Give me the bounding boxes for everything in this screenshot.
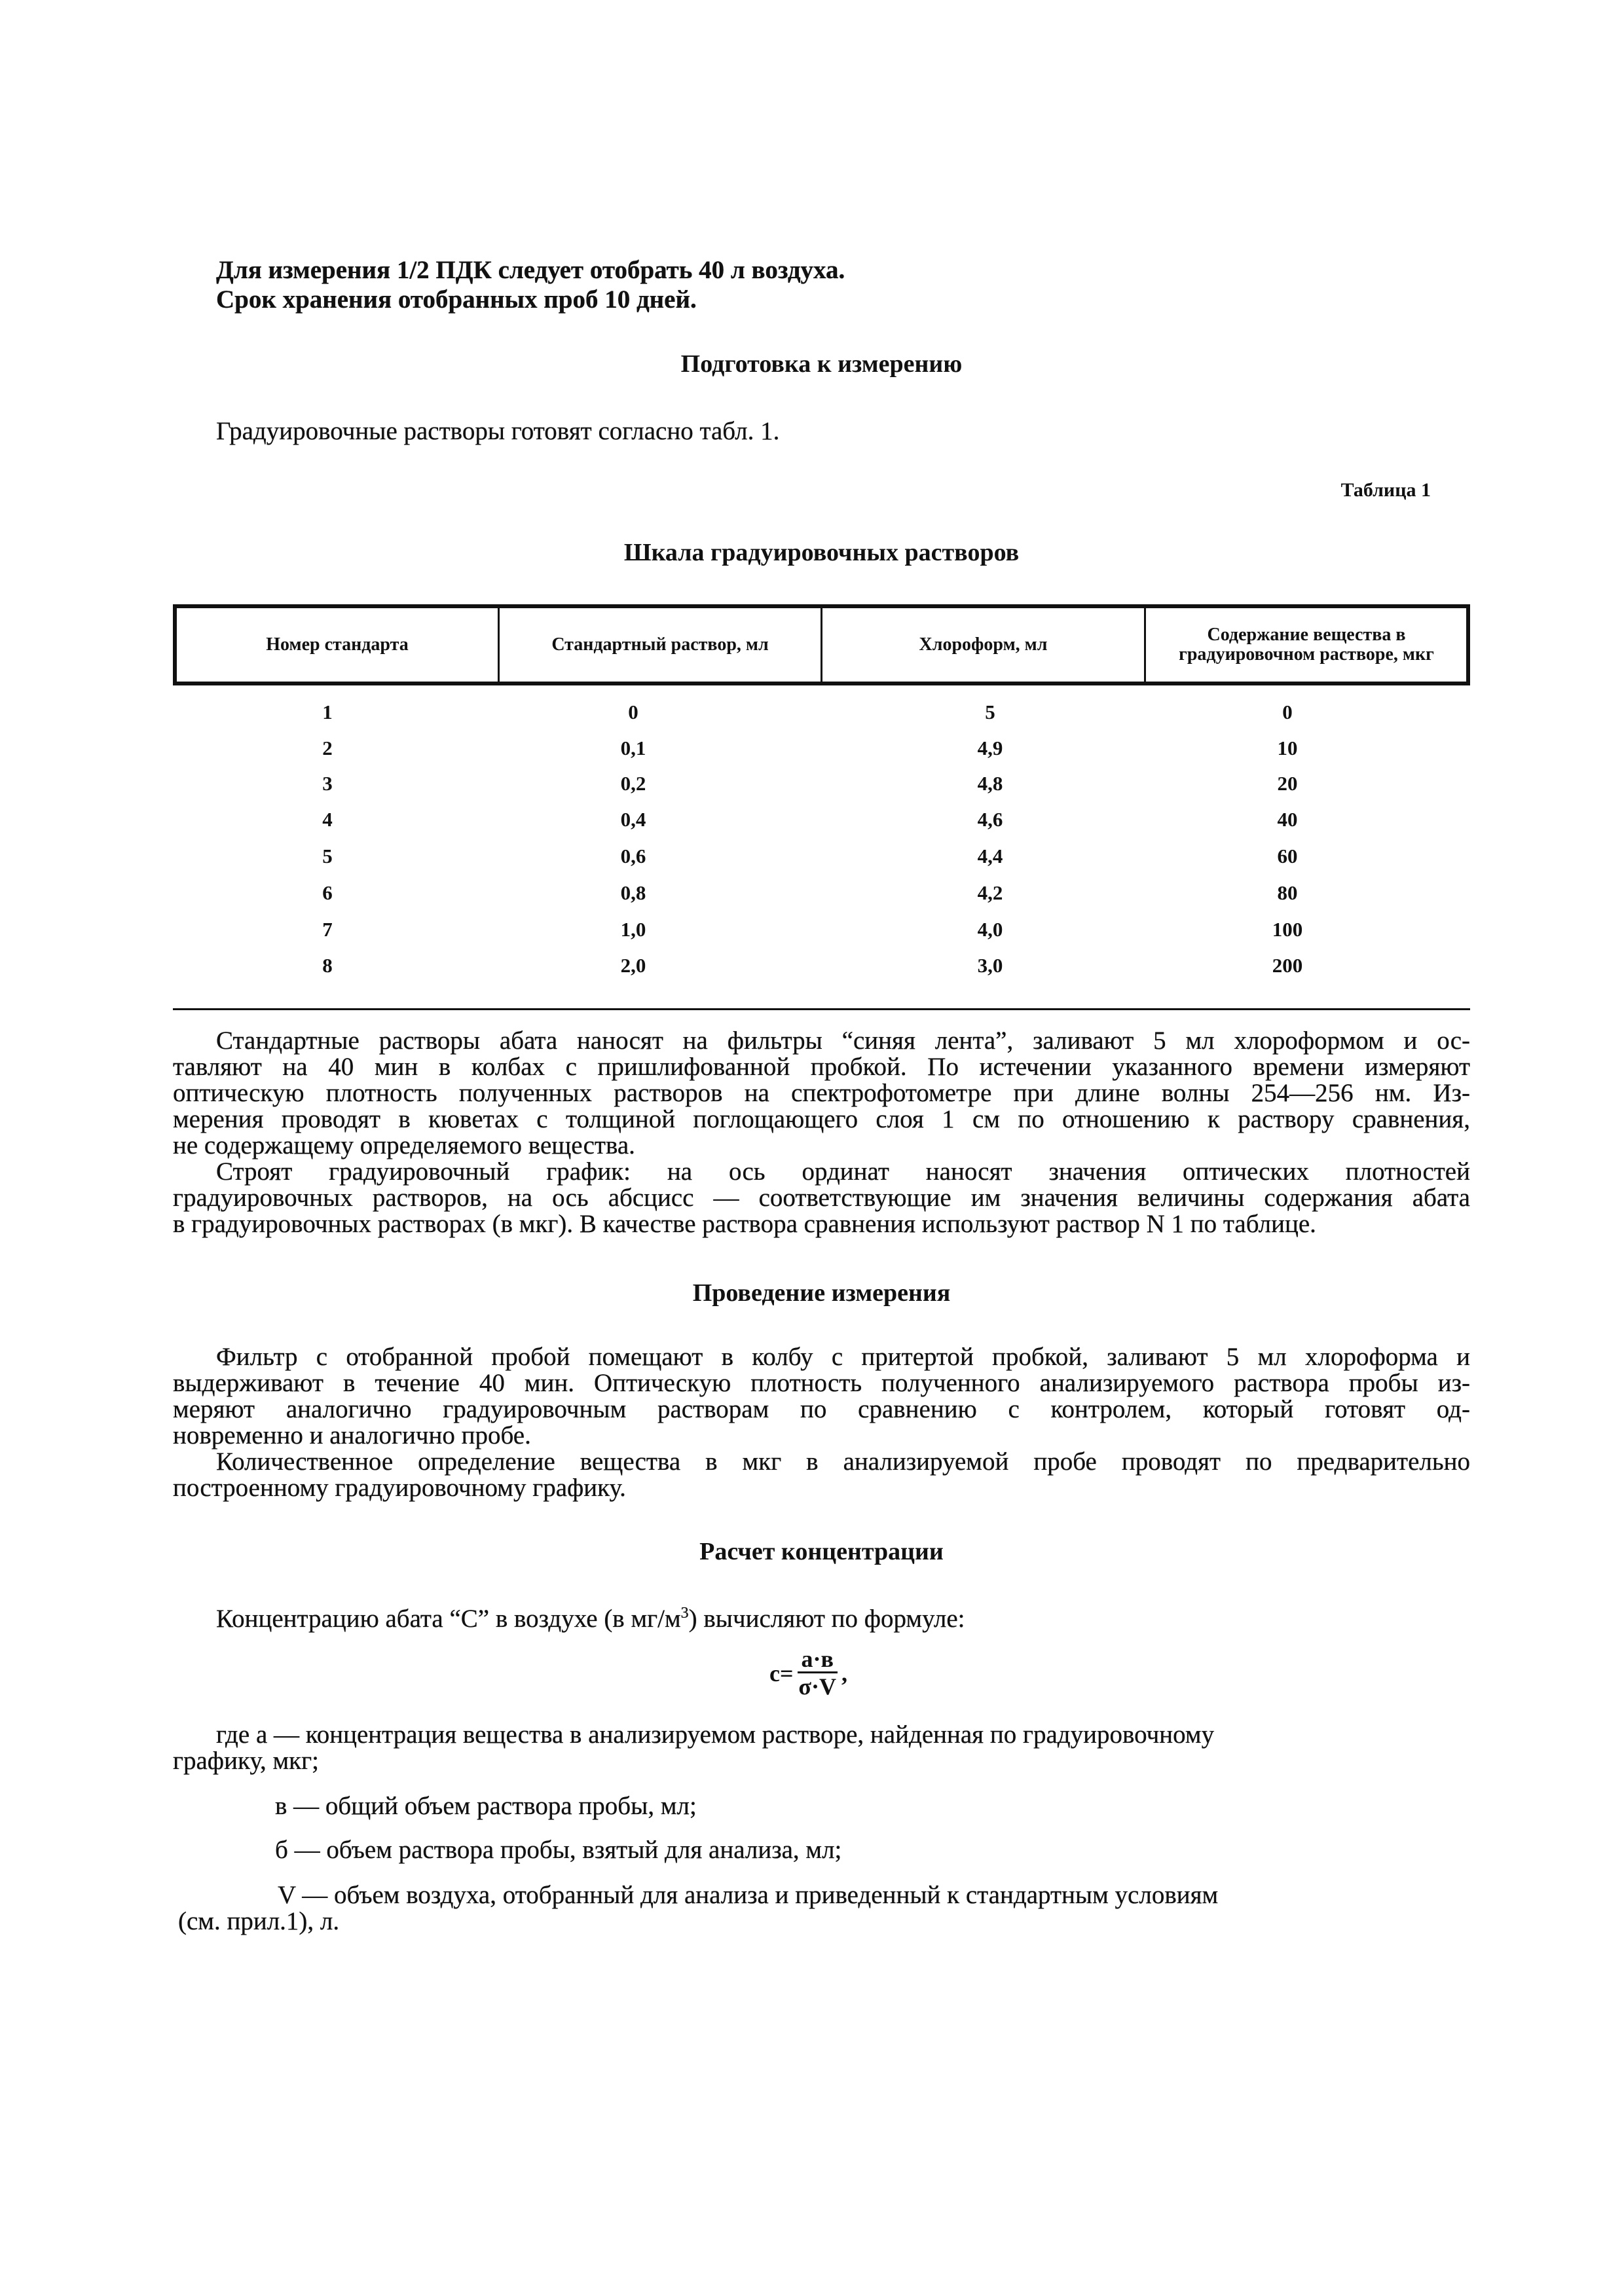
table-title: Шкала градуировочных растворов bbox=[623, 539, 1020, 566]
intro-line-2: Срок хранения отобранных проб 10 дней. bbox=[216, 285, 697, 314]
table-cell: 2 bbox=[322, 737, 333, 759]
preparation-text: Градуировочные растворы готовят согласно табл. 1. bbox=[216, 417, 780, 445]
table-cell: 4,2 bbox=[977, 881, 1003, 904]
table-bottom-rule bbox=[173, 1008, 1470, 1010]
paragraph-line: Количественное определение вещества в мкг в анализируемой пробе проводят по предварительно bbox=[216, 1448, 1470, 1476]
table-cell: 4 bbox=[322, 808, 333, 831]
paragraph-standards bbox=[173, 1028, 1470, 1159]
table-cell: 0,4 bbox=[620, 808, 646, 831]
table-cell: 100 bbox=[1272, 918, 1303, 941]
table-cell: 0,2 bbox=[620, 772, 646, 795]
table-cell: 3 bbox=[322, 772, 333, 795]
table-cell: 4,4 bbox=[977, 845, 1003, 867]
table-cell: 7 bbox=[322, 918, 333, 941]
paragraph-line: тавляют на 40 мин в колбах с пришлифованной пробкой. По истечении указанного времени измеряют bbox=[173, 1053, 1470, 1081]
formula bbox=[769, 1647, 847, 1700]
paragraph-line: мерения проводят в кюветах с толщиной поглощающего слоя 1 см по отношению к раствору сравнения, bbox=[173, 1105, 1470, 1133]
paragraph-measurement bbox=[173, 1344, 1470, 1449]
header-chloroform: Хлороформ, мл bbox=[919, 634, 1048, 655]
definition-b: в — общий объем раствора пробы, мл; bbox=[275, 1792, 697, 1820]
table-cell: 10 bbox=[1277, 737, 1298, 759]
paragraph-calibration-graph bbox=[173, 1159, 1470, 1237]
table-cell: 2,0 bbox=[620, 954, 646, 977]
definition-v-line-2: (см. прил.1), л. bbox=[178, 1907, 340, 1935]
table-label: Таблица 1 bbox=[1340, 479, 1431, 501]
table-cell: 60 bbox=[1277, 845, 1298, 867]
paragraph-quantification bbox=[173, 1449, 1470, 1501]
table-cell: 0 bbox=[628, 701, 638, 723]
table-cell: 3,0 bbox=[977, 954, 1003, 977]
table-cell: 5 bbox=[985, 701, 995, 723]
definition-v-line-1: V — объем воздуха, отобранный для анализа и приведенный к стандартным условиям bbox=[278, 1881, 1219, 1909]
paragraph-line: Строят градуировочный график: на ось ординат наносят значения оптических плотностей bbox=[216, 1157, 1470, 1186]
paragraph-line: в градуировочных растворах (в мкг). В качестве раствора сравнения используют раствор N 1 по таблице. bbox=[173, 1210, 1316, 1238]
column-divider bbox=[1144, 608, 1146, 682]
formula-fraction bbox=[798, 1647, 838, 1700]
table-cell: 4,8 bbox=[977, 772, 1003, 795]
formula-intro bbox=[216, 1600, 965, 1632]
table-cell: 200 bbox=[1272, 954, 1303, 977]
paragraph-line: Фильтр с отобранной пробой помещают в колбу с притертой пробкой, заливают 5 мл хлороформа и bbox=[216, 1343, 1470, 1371]
formula-lhs: с= bbox=[769, 1660, 794, 1686]
table-header bbox=[173, 604, 1470, 685]
formula-intro-text-end: ) вычисляют по формуле: bbox=[688, 1605, 965, 1633]
formula-denominator: σ·V bbox=[798, 1673, 837, 1700]
section-title-calculation: Расчет концентрации bbox=[699, 1538, 944, 1565]
section-title-measurement: Проведение измерения bbox=[692, 1279, 951, 1307]
intro-line-1: Для измерения 1/2 ПДК следует отобрать 40 л воздуха. bbox=[216, 256, 845, 284]
header-substance-content: Содержание вещества в градуировочном растворе, мкг bbox=[1179, 625, 1434, 665]
superscript: 3 bbox=[680, 1605, 689, 1622]
table-cell: 8 bbox=[322, 954, 333, 977]
paragraph-line: градуировочных растворов, на ось абсцисс — соответствующие им значения величины содержания абата bbox=[173, 1184, 1470, 1212]
table-cell: 4,0 bbox=[977, 918, 1003, 941]
definition-a-line-1: где а — концентрация вещества в анализируемом растворе, найденная по градуировочному bbox=[216, 1721, 1215, 1749]
paragraph-line: не содержащему определяемого вещества. bbox=[173, 1131, 635, 1159]
section-title-preparation: Подготовка к измерению bbox=[680, 350, 963, 378]
table-cell: 0,8 bbox=[620, 881, 646, 904]
table-cell: 20 bbox=[1277, 772, 1298, 795]
paragraph-line: оптическую плотность полученных растворов на спектрофотометре при длине волны 254—256 нм. Из- bbox=[173, 1079, 1470, 1107]
paragraph-line: меряют аналогично градуировочным растворам по сравнению с контролем, который готовят од- bbox=[173, 1395, 1470, 1423]
paragraph-line: выдерживают в течение 40 мин. Оптическую плотность полученного анализируемого раствора пробы из- bbox=[173, 1369, 1470, 1397]
table-cell: 40 bbox=[1277, 808, 1298, 831]
definition-a-line-2: графику, мкг; bbox=[173, 1747, 319, 1775]
formula-numerator: а·в bbox=[798, 1647, 838, 1673]
table-cell: 6 bbox=[322, 881, 333, 904]
table-cell: 0 bbox=[1282, 701, 1293, 723]
table-cell: 0,6 bbox=[620, 845, 646, 867]
table-cell: 80 bbox=[1277, 881, 1298, 904]
header-standard-solution: Стандартный раствор, мл bbox=[551, 634, 769, 655]
paragraph-line: Стандартные растворы абата наносят на фильтры “синяя лента”, заливают 5 мл хлороформом и ос- bbox=[216, 1027, 1470, 1055]
table-cell: 4,9 bbox=[977, 737, 1003, 759]
table-cell: 4,6 bbox=[977, 808, 1003, 831]
formula-trail: , bbox=[841, 1660, 847, 1686]
definition-sigma: б — объем раствора пробы, взятый для анализа, мл; bbox=[275, 1836, 842, 1864]
paragraph-line: новременно и аналогично пробе. bbox=[173, 1421, 531, 1449]
header-standard-number: Номер стандарта bbox=[266, 634, 409, 655]
table-cell: 1 bbox=[322, 701, 333, 723]
formula-intro-text: Концентрацию абата “С” в воздухе (в мг/м bbox=[216, 1605, 681, 1633]
paragraph-line: построенному градуировочному графику. bbox=[173, 1474, 626, 1502]
table-cell: 0,1 bbox=[620, 737, 646, 759]
table-cell: 5 bbox=[322, 845, 333, 867]
table-cell: 1,0 bbox=[620, 918, 646, 941]
